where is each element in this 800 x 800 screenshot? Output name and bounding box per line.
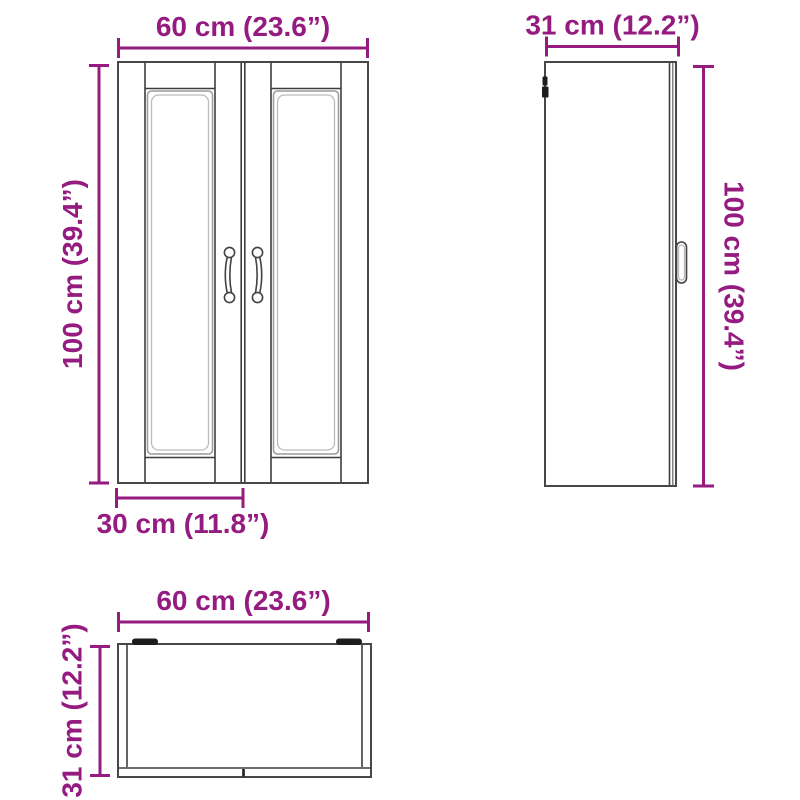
front-cabinet-outline [118,62,368,483]
bracket-part [542,87,549,98]
front-view [57,11,369,539]
top-width-dimension [117,585,370,632]
side-height-dimension [693,65,750,488]
front-height-label: 100 cm (39.4”) [57,179,88,369]
handle-grip [230,257,232,294]
side-view [525,10,749,488]
bracket-part [543,77,548,86]
handle-knob [224,292,234,302]
handle-grip [225,257,227,294]
side-depth-dimension [525,10,699,57]
front-door-width-dimension [97,488,270,539]
hinge-icon [336,639,362,646]
top-depth-label: 31 cm (12.2”) [56,623,88,798]
handle-knob [252,247,262,257]
top-depth-dimension [57,623,111,797]
top-view [57,585,372,798]
side-cabinet-outline [545,62,676,486]
front-height-dimension [57,64,109,485]
handle-grip [260,257,262,294]
top-cabinet-outline [118,644,371,777]
handle-grip [255,257,257,294]
side-height-label: 100 cm (39.4”) [718,181,750,371]
side-handle-icon [677,242,687,283]
front-door-width-label: 30 cm (11.8”) [96,508,270,539]
handle-knob [252,292,262,302]
top-width-label: 60 cm (23.6”) [156,585,331,616]
handle-knob [224,247,234,257]
front-width-label: 60 cm (23.6”) [155,11,331,42]
hinge-icon [132,639,158,646]
side-depth-label: 31 cm (12.2”) [525,9,700,41]
front-width-dimension [117,11,369,58]
door-gap-tick [242,769,245,777]
